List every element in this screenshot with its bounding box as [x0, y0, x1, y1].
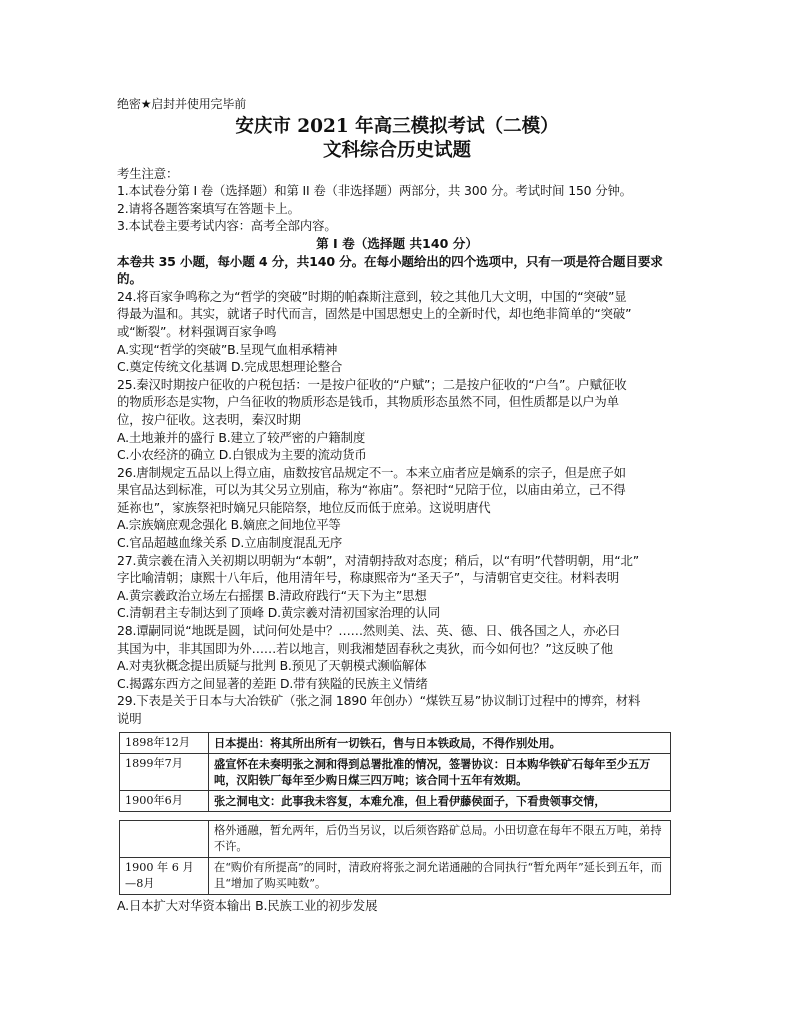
- table-cell-date: 1899年7月: [120, 753, 209, 790]
- question-25: [117, 376, 677, 464]
- notice-item: 3.本试卷主要考试内容：高考全部内容。: [117, 218, 337, 234]
- table-cell-date: 1898年12月: [120, 732, 209, 753]
- question-text: 27.黄宗羲在清入关初期以明朝为“本朝”，对清朝持敌对态度；稍后，以“有明”代替明朝，用“北”: [117, 552, 640, 568]
- answer-options: A.日本扩大对华资本输出 B.民族工业的初步发展: [117, 897, 378, 913]
- answer-options: C.揭露东西方之间显著的差距 D.带有狭隘的民族主义情绪: [117, 675, 428, 691]
- question-text: 字比喻清朝；康熙十八年后，他用清年号，称康熙帝为“圣天子”，与清朝官吏交往。材料表明: [117, 570, 620, 586]
- answer-options: A.黄宗羲政治立场左右摇摆 B.清政府践行“天下为主”思想: [117, 587, 427, 603]
- answer-options: A.土地兼并的盛行 B.建立了较严密的户籍制度: [117, 429, 366, 445]
- data-table-continued: [119, 820, 671, 895]
- question-29: [117, 692, 677, 914]
- answer-options: A.对夷狄概念提出质疑与批判 B.预见了天朝模式濒临解体: [117, 658, 427, 674]
- question-text: 的物质形态是实物，户刍征收的物质形态是钱币，其物质形态虽然不同，但性质都是以户为单: [117, 394, 619, 410]
- table-row: [120, 790, 671, 811]
- answer-options: C.奠定传统文化基调 D.完成思想理论整合: [117, 359, 343, 375]
- answer-options: C.小农经济的确立 D.白银成为主要的流动货币: [117, 447, 367, 463]
- notice-block: [117, 165, 677, 235]
- question-text: 延祢也”，家族祭祀时嫡兄只能陪祭，地位反而低于庶弟。这说明唐代: [117, 499, 491, 515]
- question-text: 说明: [117, 711, 142, 726]
- answer-options: A.实现“哲学的突破”B.呈现气血相承精神: [117, 341, 338, 357]
- question-24: [117, 288, 677, 376]
- table-cell-content: 盛宣怀在未奏明张之洞和得到总署批准的情况，签署协议：日本购华铁矿石每年至少五万吨，汉阳铁厂每年至少购日煤三四万吨；该合同十五年有效期。: [209, 753, 671, 790]
- exam-page: [117, 96, 677, 914]
- question-text: 26.唐制规定五品以上得立庙，庙数按官品规定不一。本来立庙者应是嫡系的宗子，但是庶子如: [117, 464, 626, 480]
- question-26: [117, 464, 677, 552]
- table-cell-date: [120, 820, 209, 857]
- question-text: 28.谭嗣同说“地既是圆，试问何处是中？……然则美、法、英、德、日、俄各国之人，亦必曰: [117, 623, 620, 639]
- answer-options: A.宗族嫡庶观念强化 B.嫡庶之间地位平等: [117, 517, 341, 533]
- question-text: 29.下表是关于日本与大冶铁矿（张之洞 1890 年创办）“煤铁互易”协议制订过程中的博弈，材料: [117, 693, 641, 709]
- table-cell-date: 1900 年 6 月—8月: [120, 857, 209, 894]
- table-row: [120, 857, 671, 894]
- data-table: [119, 732, 671, 812]
- question-text: 其国为中，非其国即为外……若以地言，则我湘楚固春秋之夷狄，而今如何也？”这反映了他: [117, 640, 613, 656]
- section-heading: 第 I 卷（选择题 共140 分）: [316, 235, 478, 251]
- question-text: 25.秦汉时期按户征收的户税包括：一是按户征收的“户赋”；二是按户征收的“户刍”。户赋征收: [117, 376, 627, 392]
- answer-options: C.官品超越血缘关系 D.立庙制度混乱无序: [117, 535, 343, 551]
- table-cell-date: 1900年6月: [120, 790, 209, 811]
- question-text: 或“断裂”。材料强调百家争鸣: [117, 323, 277, 339]
- secret-label: 绝密★启封并使用完毕前: [117, 97, 247, 111]
- notice-item: 1.本试卷分第 I 卷（选择题）和第 II 卷（非选择题）两部分，共 300 分。考试时间 150 分钟。: [117, 183, 632, 199]
- notice-item: 2.请将各题答案填写在答题卡上。: [117, 200, 300, 216]
- question-28: [117, 622, 677, 692]
- question-text: 位，按户征收。这表明，秦汉时期: [117, 411, 301, 427]
- table-cell-content: 张之洞电文：此事我未容复，本难允准，但上看伊藤侯面子，下看贵领事交情，: [209, 790, 671, 811]
- table-row: [120, 820, 671, 857]
- table-cell-content: 日本提出：将其所出所有一切铁石，售与日本铁政局，不得作别处用。: [209, 732, 671, 753]
- table-cell-content: 在“购价有所提高”的同时，清政府将张之洞允诺通融的合同执行“暂允两年”延长到五年，而且“增加了购买吨数”。: [209, 857, 671, 894]
- table-cell-content: 格外通融，暂允两年，后仍当另议，以后须咨路矿总局。小田切意在每年不限五万吨，弟持不许。: [209, 820, 671, 857]
- question-27: [117, 552, 677, 622]
- table-row: [120, 732, 671, 753]
- notice-heading: 考生注意：: [117, 165, 179, 181]
- exam-title: 安庆市 2021 年高三模拟考试（二模）: [235, 115, 559, 137]
- section-instructions: 本卷共 35 小题，每小题 4 分，共140 分。在每小题给出的四个选项中，只有一项是符合题目要求的。: [117, 253, 663, 287]
- answer-options: C.清朝君主专制达到了顶峰 D.黄宗羲对清初国家治理的认同: [117, 605, 441, 621]
- exam-subtitle: 文科综合历史试题: [322, 139, 471, 161]
- question-text: 果官品达到标准，可以为其父另立别庙，称为“祢庙”。祭祀时“兄陪于位，以庙由弟立，己不得: [117, 482, 626, 498]
- question-text: 得最为温和。其实，就诸子时代而言，固然是中国思想史上的全新时代，却也绝非简单的“突破”: [117, 306, 632, 322]
- question-text: 24.将百家争鸣称之为“哲学的突破”时期的帕森斯注意到，较之其他几大文明，中国的“突破”显: [117, 288, 627, 304]
- table-row: [120, 753, 671, 790]
